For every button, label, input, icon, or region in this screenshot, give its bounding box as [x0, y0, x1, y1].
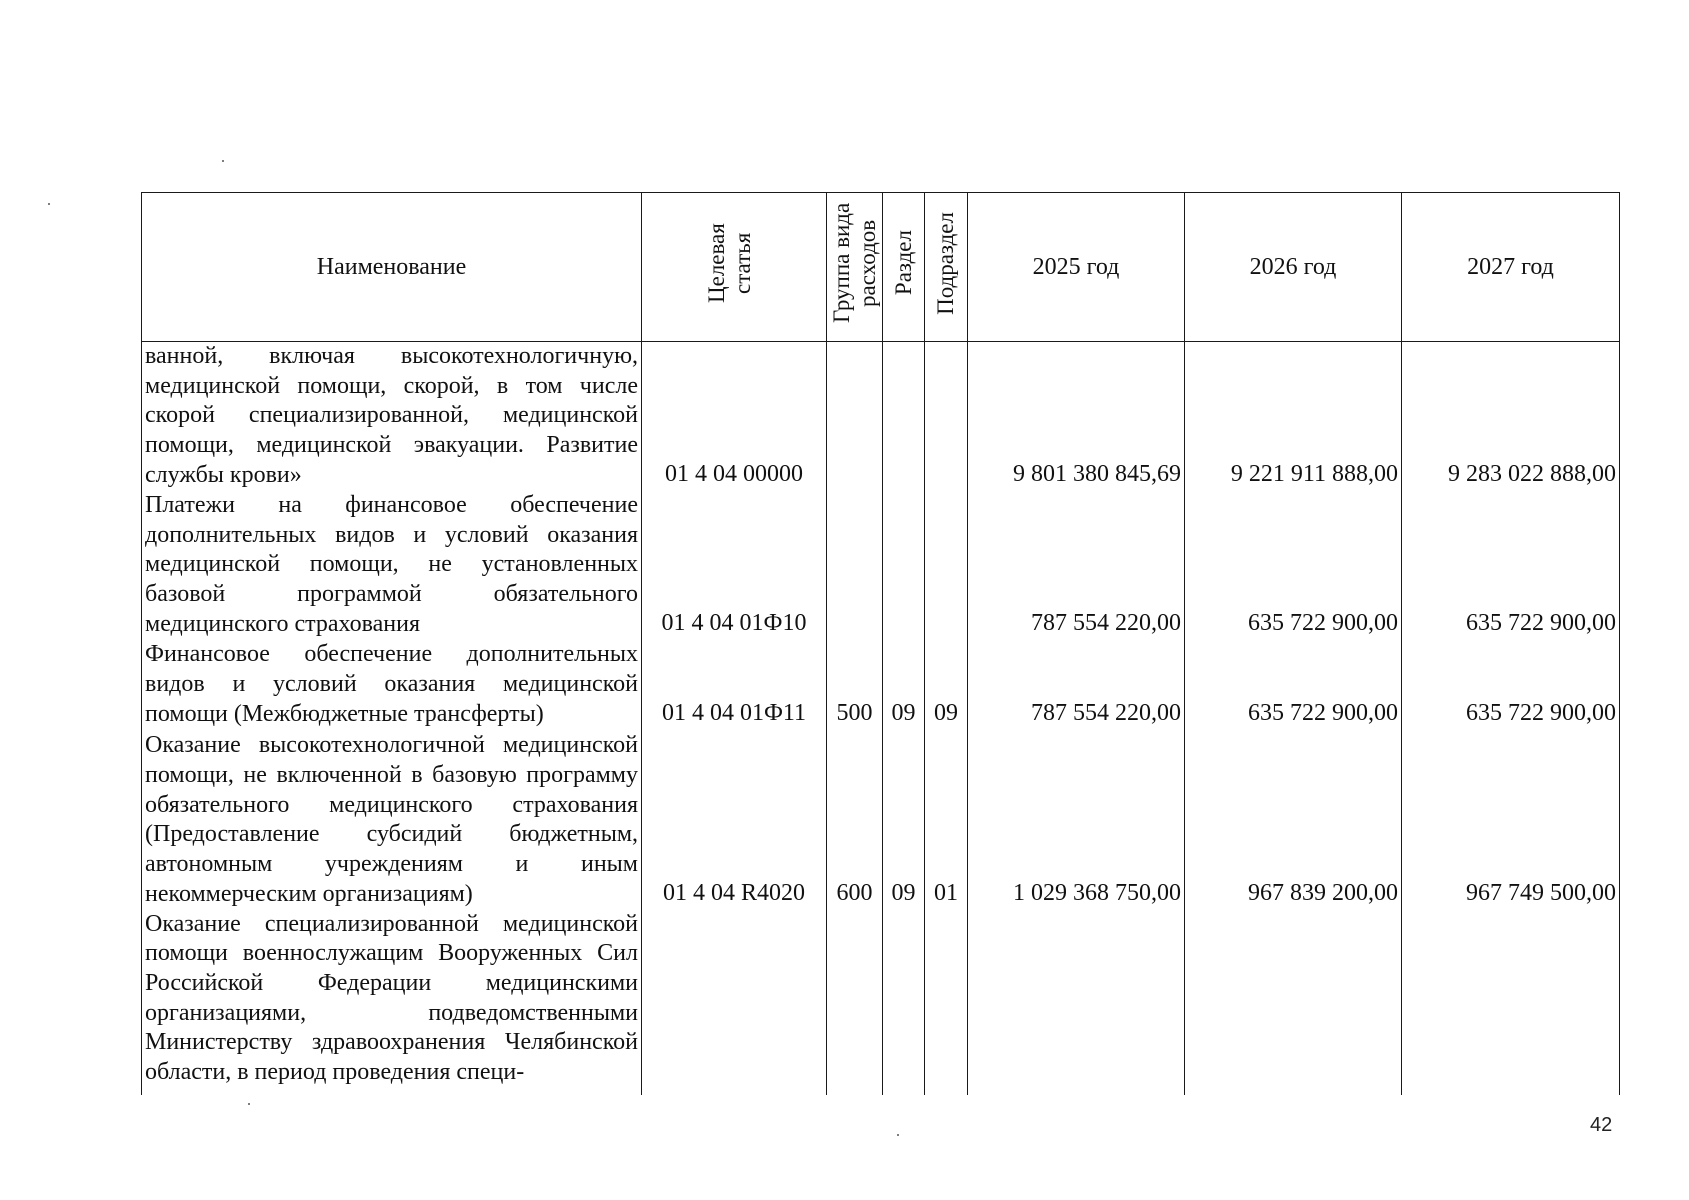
row-amount-2027 [1402, 910, 1620, 1095]
row-amount-2025: 1 029 368 750,00 [968, 730, 1185, 910]
row-expense-group [827, 910, 883, 1095]
page-number: 42 [1590, 1114, 1613, 1136]
row-amount-2025: 787 554 220,00 [968, 640, 1185, 730]
row-expense-group: 600 [827, 730, 883, 910]
table-row [142, 910, 1620, 1095]
budget-table [141, 192, 1620, 1095]
row-code: 01 4 04 01Ф10 [642, 491, 827, 640]
row-amount-2026: 635 722 900,00 [1185, 640, 1402, 730]
row-section [883, 491, 925, 640]
row-section [883, 342, 925, 491]
row-section: 09 [883, 640, 925, 730]
row-amount-2025: 787 554 220,00 [968, 491, 1185, 640]
row-expense-group [827, 342, 883, 491]
row-amount-2027: 635 722 900,00 [1402, 640, 1620, 730]
row-name: Платежи на финансовое обеспечение дополнительных видов и условий оказания медицинской помощи, не установленных базовой программой обязательного медицинского страхования [142, 491, 642, 640]
table-row [142, 640, 1620, 730]
row-expense-group: 500 [827, 640, 883, 730]
row-amount-2025 [968, 910, 1185, 1095]
row-amount-2025: 9 801 380 845,69 [968, 342, 1185, 491]
header-subsection: Подраздел [925, 193, 968, 342]
row-code [642, 910, 827, 1095]
row-name: ванной, включая высокотехнологичную, медицинской помощи, скорой, в том числе скорой специализированной, медицинской помощи, медицинской эвакуации. Развитие службы крови» [142, 342, 642, 491]
header-year-2027: 2027 год [1402, 193, 1620, 342]
row-code: 01 4 04 00000 [642, 342, 827, 491]
row-subsection [925, 491, 968, 640]
scan-speck [48, 203, 50, 205]
row-amount-2026: 9 221 911 888,00 [1185, 342, 1402, 491]
header-target-article: Целевая статья [642, 193, 827, 342]
scan-speck [248, 1103, 250, 1105]
row-section: 09 [883, 730, 925, 910]
row-amount-2026: 635 722 900,00 [1185, 491, 1402, 640]
row-amount-2026: 967 839 200,00 [1185, 730, 1402, 910]
row-name: Оказание высокотехнологичной медицинской помощи, не включенной в базовую программу обязательного медицинского страхования (Предоставление субсидий бюджетным, автономным учреждениям и иным некоммерческим организациям) [142, 730, 642, 910]
row-subsection [925, 910, 968, 1095]
row-subsection [925, 342, 968, 491]
header-name: Наименование [142, 193, 642, 342]
row-section [883, 910, 925, 1095]
row-subsection: 01 [925, 730, 968, 910]
table-row [142, 491, 1620, 640]
row-name: Финансовое обеспечение дополнительных видов и условий оказания медицинской помощи (Межбюджетные трансферты) [142, 640, 642, 730]
table-header-row [142, 193, 1620, 342]
row-subsection: 09 [925, 640, 968, 730]
row-name: Оказание специализированной медицинской помощи военнослужащим Вооруженных Сил Российской Федерации медицинскими организациями, подведомственными Министерству здравоохранения Челябинской области, в период проведения специ- [142, 910, 642, 1095]
header-year-2026: 2026 год [1185, 193, 1402, 342]
row-code: 01 4 04 R4020 [642, 730, 827, 910]
header-year-2025: 2025 год [968, 193, 1185, 342]
scan-speck [897, 1134, 899, 1136]
table-row [142, 730, 1620, 910]
row-expense-group [827, 491, 883, 640]
row-amount-2027: 9 283 022 888,00 [1402, 342, 1620, 491]
header-expense-group: Группа вида расходов [827, 193, 883, 342]
table-row [142, 342, 1620, 491]
row-amount-2026 [1185, 910, 1402, 1095]
row-amount-2027: 635 722 900,00 [1402, 491, 1620, 640]
row-code: 01 4 04 01Ф11 [642, 640, 827, 730]
row-amount-2027: 967 749 500,00 [1402, 730, 1620, 910]
header-section: Раздел [883, 193, 925, 342]
scan-speck [222, 160, 224, 162]
